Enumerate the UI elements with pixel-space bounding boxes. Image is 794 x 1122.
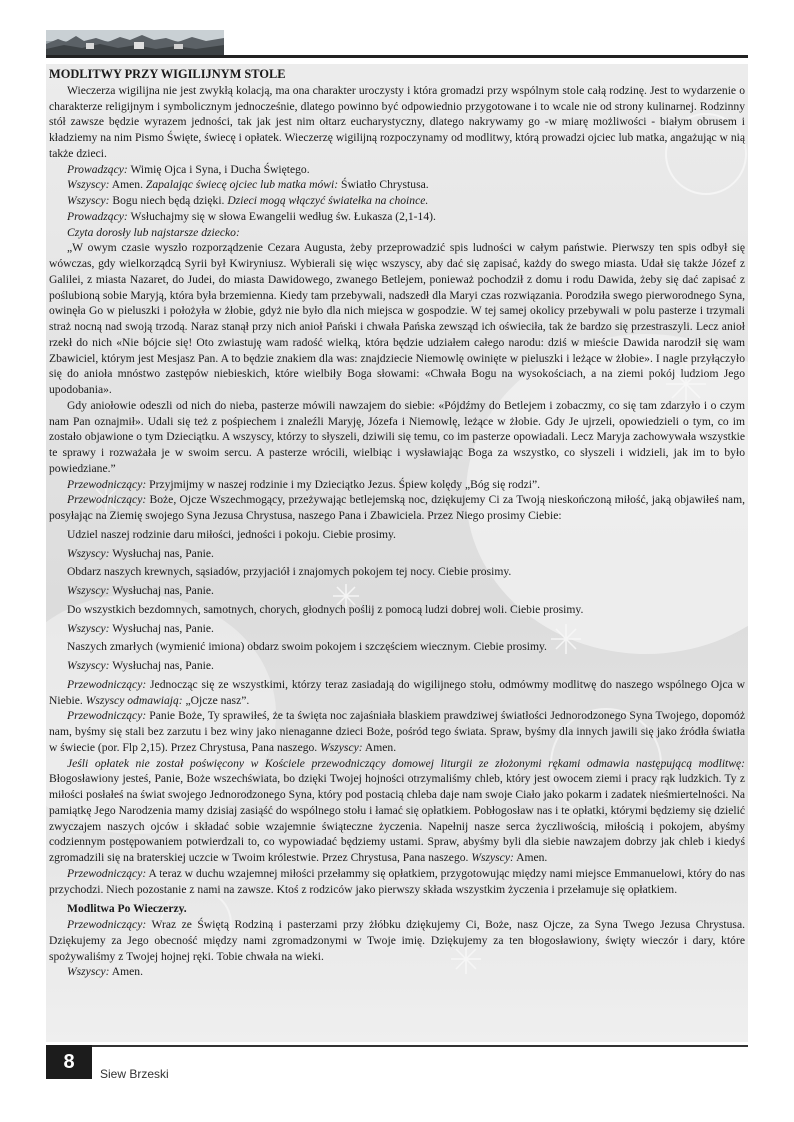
rubric-note: Czyta dorosły lub najstarsze dziecko: [67, 225, 240, 239]
speaker-role: Wszyscy: [67, 584, 110, 597]
liturgy-line [49, 177, 745, 193]
line-text: Wsłuchajmy się w słowa Ewangelii według św. Łukasza (2,1-14). [127, 209, 436, 223]
section-subtitle: Modlitwa Po Wieczerzy. [67, 902, 187, 916]
speaker-role: Wszyscy: [67, 194, 110, 207]
header-rule [46, 55, 748, 58]
page-number: 8 [46, 1045, 92, 1079]
line-text: Wysłuchaj nas, Panie. [109, 546, 214, 560]
response-line [49, 621, 745, 637]
response-line [49, 583, 745, 599]
footer-rule [92, 1045, 748, 1047]
line-text: Amen. [109, 178, 146, 192]
petition: Udziel naszej rodzinie daru miłości, jedności i pokoju. Ciebie prosimy. [67, 527, 396, 541]
line-text: Przyjmijmy w naszej rodzinie i my Dzieciątko Jezus. Śpiew kolędy „Bóg się rodzi”. [146, 477, 540, 491]
speaker-role: Wszyscy: [67, 965, 110, 979]
rubric-note: Wszyscy odmawiają: [85, 693, 183, 707]
liturgy-line [49, 162, 745, 178]
petition: Naszych zmarłych (wymienić imiona) obdarz swoim pokojem i szczęściem wiecznym. Ciebie prosimy. [67, 640, 547, 654]
liturgy-line [49, 477, 745, 493]
speaker-role: Przewodniczący: [67, 709, 147, 723]
gospel-reading: „W owym czasie wyszło rozporządzenie Cezara Augusta, żeby przeprowadzić spis ludności w całym państwie. Pierwszy ten spis odbył się wówczas, gdy wielkorządcą Syrii był Kwiryniusz. Wybierali się więc wszyscy, aby dać się zapisać, każdy do swego miasta. Udał się także Józef z Galilei, z miasta Nazaret, do Judei, do miasta Dawidowego, zwanego Betlejem, ponieważ pochodził z domu i rodu Dawida, żeby się dać zapisać z poślubioną sobie Maryją, która była brzemienna. Kiedy tam przebywali, nadszedł dla Maryi czas rozwiązania. Porodziła swego pierworodnego Syna, owinęła Go w pieluszki i położyła w żłobie, gdyż nie było dla nich miejsca w gospodzie. W tej samej okolicy przebywali w polu pasterze i trzymali straż nocną nad swoją trzodą. Naraz stanął przy nich anioł Pański i chwała Pańska zewsząd ich oświeciła, tak że bardzo się przestraszyli. Lecz anioł rzekł do nich «Nie bójcie się! Oto zwiastuję wam radość wielką, która będzie udziałem całego narodu: dziś w mieście Dawida narodził się wam Zbawiciel, którym jest Mesjasz Pan. A to będzie znakiem dla was: znajdziecie Niemowlę owinięte w pieluszki i leżące w żłobie». I nagle przyłączyło się do anioła mnóstwo zastępów niebieskich, które wielbiły Boga słowami: «Chwała Bogu na wysokościach, a na ziemi pokój ludziom Jego upodobania». [49, 241, 745, 396]
speaker-role: Przewodniczący: [67, 918, 147, 931]
response-line [49, 546, 745, 562]
header-town-photo [46, 30, 224, 56]
magazine-name: Siew Brzeski [100, 1067, 169, 1081]
line-text: Bogu niech będą dzięki. [109, 194, 228, 207]
line-text: Panie Boże, Ty sprawiłeś, że ta święta noc zajaśniała blaskiem prawdziwej światłości Jednorodzonego Syna Twojego, dopomóż nam, byśmy się stali bez zarzutu i bez winy jako nienaganne dzieci Boże, pośród tego świata. Spraw, byśmy dla innych jawili się jako źródła światła w świecie (por. Flp 2,15). Przez Chrystusa, Pana naszego. [49, 709, 745, 754]
line-text: Światło Chrystusa. [338, 178, 429, 192]
line-text: Wraz ze Świętą Rodziną i pasterzami przy żłóbku dziękujemy Ci, Boże, nasz Ojcze, za Syna Twego Jezusa Chrystusa. Dziękujemy za Jego obecność między nami zgromadzonymi w Twoje imię. Dziękujemy za ten błogosławiony, święty wieczór i dary, które spożywaliśmy z Twojej hojnej ręki. Tobie chwała na wieki. [49, 918, 745, 963]
line-text: Amen. [109, 965, 143, 979]
speaker-role: Prowadzący: [67, 162, 128, 176]
blessing-prayer [49, 756, 745, 866]
speaker-role: Wszyscy: [67, 659, 110, 672]
line-text: A teraz w duchu wzajemnej miłości przełammy się opłatkiem, przygotowując między nami miejsce Emmanuelowi, który do nas przychodzi. Niech pozostanie z nami na zawsze. Ktoś z rodziców jako pierwszy składa wszystkim życzenia i przełamuje się opłatkiem. [49, 866, 745, 896]
liturgy-line [49, 708, 745, 755]
article-body [46, 64, 748, 1042]
speaker-role: Przewodniczący: [67, 677, 147, 691]
petition: Obdarz naszych krewnych, sąsiadów, przyjaciół i znajomych pokojem tej nocy. Ciebie prosimy. [67, 565, 512, 579]
line-text: Wysłuchaj nas, Panie. [109, 584, 214, 597]
liturgy-line [49, 866, 745, 898]
intro-paragraph: Wieczerza wigilijna nie jest zwykłą kolacją, ma ona charakter uroczysty i która gromadzi przy wspólnym stole całą rodzinę. Jest to wydarzenie o charakterze religijnym i symbolicznym jednocześnie, dlatego powinno być odpowiednio przygotowane i to wcale nie od strony kulinarnej. Rodzinny stół zawsze będzie wyrazem jedności, tak jak jest nim ołtarz eucharystyczny, dlatego nakrywamy go -w miarę możliwości - białym obrusem i kładziemy na nim Pismo Święte, świecę i opłatek. Wieczerzę wigilijną rozpoczynamy od modlitwy, którą prowadzi ojciec lub matka, angażując w nią także dzieci. [49, 83, 745, 160]
line-text: Błogosławiony jesteś, Panie, Boże wszechświata, bo dzięki Twojej hojności otrzymaliśmy chleb, który jest owocem ziemi i pracy rąk ludzkich. Ty z miłości posłałeś na świat swojego Jednorodzonego Syna, który pod postacią chleba daje nam swoje Ciało jako pokarm i zadatek nieśmiertelności. Na pamiątkę Jego Narodzenia mamy dzisiaj zasiąść do wspólnego stołu i łamać się opłatkiem. Pobłogosław nas i te opłatki, którymi będziemy się dzielić zwyczajem naszych ojców i składać sobie wzajemnie świąteczne życzenia. Napełnij nasze serca życzliwością, miłością i pokojem, abyśmy codziennym postępowaniem potwierdzali to, co wypowiadać będziemy ustami. Spraw, abyśmy byli dla siebie nawzajem dobrzy jak chleb i kiedyś zgromadzili się na braterskiej uczcie w Twoim królestwie. Przez Chrystusa, Pana naszego. [49, 772, 745, 864]
speaker-role: Wszyscy: [320, 740, 363, 754]
speaker-role: Prowadzący: [67, 209, 128, 223]
liturgy-line [49, 193, 745, 209]
rubric-note: Zapalając świecę ojciec lub matka mówi: [145, 178, 339, 192]
gospel-reading-continued: Gdy aniołowie odeszli od nich do nieba, pasterze mówili nawzajem do siebie: «Pójdźmy do Betlejem i zobaczmy, co się tam zdarzyło i o czym nam Pan oznajmił». Udali się też z pośpiechem i znaleźli Maryję, Józefa i Niemowlę, leżące w żłobie. Gdy Je ujrzeli, opowiedzieli o tym, co im zostało objawione o tym Dzieciątku. A wszyscy, którzy to słyszeli, dziwili się temu, co im pasterze opowiadali. Lecz Maryja zachowywała wszystkie te sprawy i rozważała je w swoim sercu. A pasterze wrócili, wielbiąc i wysławiając Boga za wszystko, co słyszeli i widzieli, jak im to było powiedziane.” [49, 398, 745, 475]
line-text: Amen. [362, 740, 397, 754]
article-title: MODLITWY PRZY WIGILIJNYM STOLE [49, 67, 286, 81]
liturgy-line [49, 492, 745, 524]
speaker-role: Wszyscy: [67, 178, 110, 192]
rubric-note: Dzieci mogą włączyć światełka na choince. [227, 194, 429, 207]
line-text: Wimię Ojca i Syna, i Ducha Świętego. [127, 162, 310, 176]
rubric-note: Jeśli opłatek nie został poświęcony w Kościele przewodniczący domowej liturgii ze złożonymi rękami odmawia następującą modlitwę: [67, 756, 745, 770]
line-text: Jednocząc się ze wszystkimi, którzy teraz zasiadają do wigilijnego stołu, odmówmy modlitwę do naszego wspólnego Ojca w Niebie. [49, 677, 745, 707]
speaker-role: Wszyscy: [67, 621, 110, 635]
liturgy-line [49, 917, 745, 964]
petition: Do wszystkich bezdomnych, samotnych, chorych, głodnych poślij z pomocą ludzi dobrej woli. Ciebie prosimy. [67, 602, 584, 616]
liturgy-line [49, 964, 745, 980]
line-text: „Ojcze nasz”. [182, 693, 250, 707]
line-text: Boże, Ojcze Wszechmogący, przeżywając betlejemską noc, dziękujemy Ci za Twoją nieskończoną miłość, jaką objawiłeś nam, posyłając na Ziemię swojego Syna Jezusa Chrystusa, naszego Pana i Zbawiciela. Przez Niego prosimy Ciebie: [49, 493, 745, 522]
line-text: Wysłuchaj nas, Panie. [109, 621, 214, 635]
speaker-role: Wszyscy: [67, 546, 110, 560]
response-line [49, 658, 745, 674]
speaker-role: Przewodniczący: [67, 477, 147, 491]
liturgy-line [49, 209, 745, 225]
speaker-role: Przewodniczący: [67, 493, 147, 507]
liturgy-line [49, 677, 745, 709]
page-footer [46, 1045, 748, 1081]
speaker-role: Wszyscy: [471, 851, 514, 864]
speaker-role: Przewodniczący: [67, 866, 147, 880]
line-text: Amen. [513, 851, 548, 864]
line-text: Wysłuchaj nas, Panie. [109, 659, 214, 672]
